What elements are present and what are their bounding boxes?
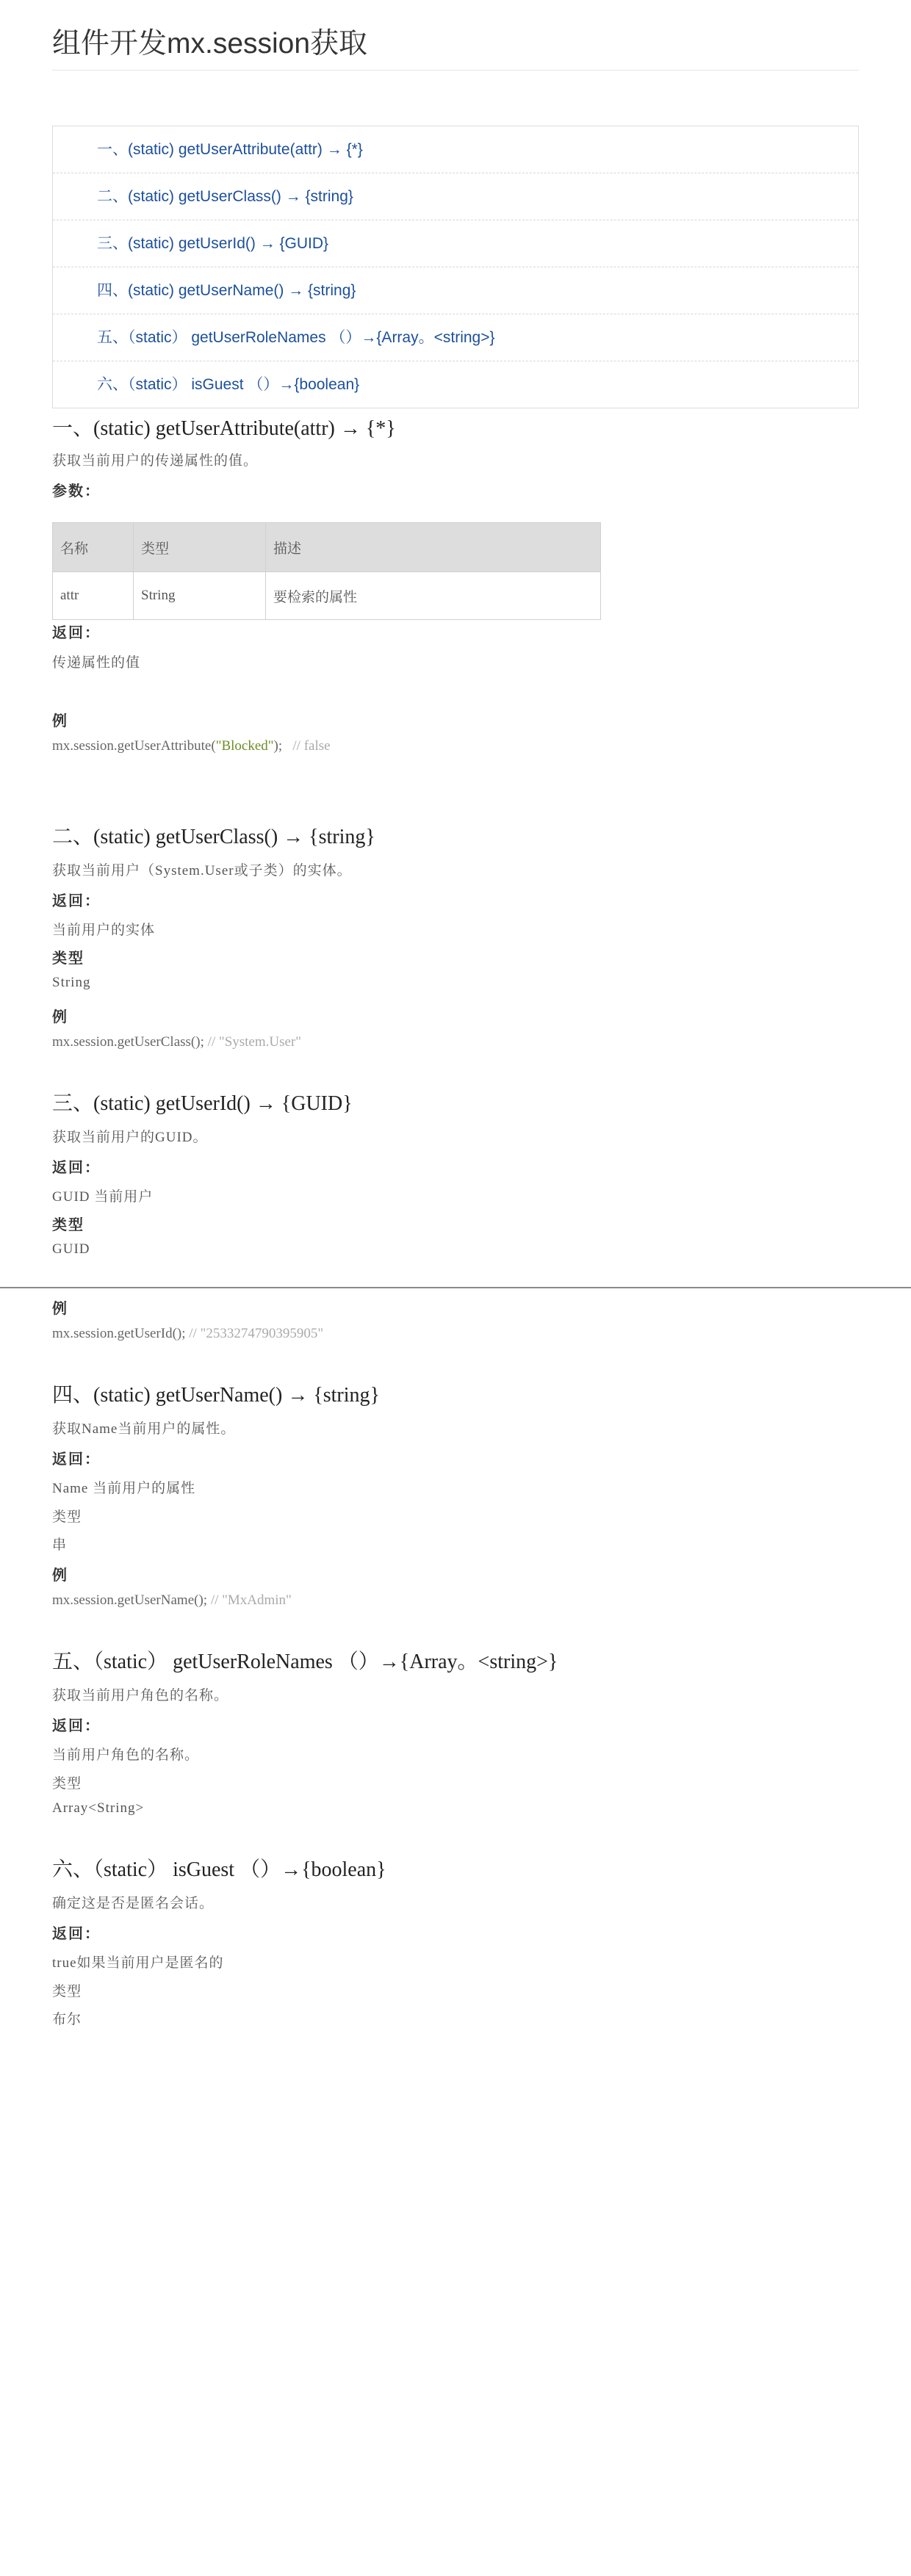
params-col-desc: 描述 xyxy=(266,523,601,572)
section-6-type-label: 类型 xyxy=(52,1984,82,1999)
section-3-returns: GUID 当前用户 xyxy=(52,1189,154,1205)
code-comment: // "MxAdmin" xyxy=(210,1592,292,1608)
code-call: mx.session.getUserClass(); xyxy=(52,1034,208,1050)
section-5-returns-label: 返回： xyxy=(52,1718,101,1734)
params-col-name: 名称 xyxy=(53,523,134,572)
section-5-returns: 当前用户角色的名称。 xyxy=(52,1747,200,1763)
section-1-returns-label: 返回： xyxy=(52,625,101,641)
section-2-type-label: 类型 xyxy=(52,950,84,967)
section-4-example-label: 例 xyxy=(52,1567,68,1584)
section-3-heading: 三、(static) getUserId() → {GUID} xyxy=(52,1092,353,1115)
section-6-type: 布尔 xyxy=(52,2012,82,2027)
param-type-cell: String xyxy=(134,572,266,620)
section-2-example-label: 例 xyxy=(52,1009,68,1025)
section-6-heading: 六、（static） isGuest （）→{boolean} xyxy=(52,1858,386,1881)
section-5-type: Array<String> xyxy=(52,1800,145,1816)
section-4-returns-label: 返回： xyxy=(52,1451,101,1468)
section-1-code xyxy=(52,738,331,754)
section-5-heading: 五、（static） getUserRoleNames （）→{Array。<string>} xyxy=(52,1650,558,1673)
section-4-code xyxy=(52,1592,292,1609)
code-comment: // "2533274790395905" xyxy=(189,1326,324,1341)
section-4-type-label: 类型 xyxy=(52,1509,82,1525)
section-1-heading: 一、(static) getUserAttribute(attr) → {*} xyxy=(52,417,396,440)
section-2-code xyxy=(52,1034,301,1050)
code-string: "Blocked" xyxy=(215,738,274,754)
table-of-contents xyxy=(52,126,859,408)
code-close: ); xyxy=(273,738,283,754)
param-name-cell: attr xyxy=(53,572,134,620)
param-desc-cell: 要检索的属性 xyxy=(266,572,601,620)
title-divider xyxy=(52,70,859,71)
params-col-type: 类型 xyxy=(134,523,266,572)
toc-link-1[interactable]: 一、(static) getUserAttribute(attr) → {*} xyxy=(97,141,363,158)
section-3-type-label: 类型 xyxy=(52,1217,84,1233)
toc-link-2[interactable]: 二、(static) getUserClass() → {string} xyxy=(53,173,858,220)
section-1-returns: 传递属性的值 xyxy=(52,655,141,671)
code-comment: // false xyxy=(292,738,331,754)
code-call: mx.session.getUserId(); xyxy=(52,1326,190,1341)
section-3-returns-label: 返回： xyxy=(52,1160,101,1176)
code-call: mx.session.getUserName(); xyxy=(52,1592,211,1608)
params-table-header-row xyxy=(53,523,601,572)
section-4-description: 获取Name当前用户的属性。 xyxy=(52,1421,236,1437)
section-6-returns-label: 返回： xyxy=(52,1926,101,1942)
section-1-example-label: 例 xyxy=(52,713,68,729)
code-call: mx.session.getUserAttribute( xyxy=(52,738,216,754)
section-3-description: 获取当前用户的GUID。 xyxy=(52,1130,208,1145)
section-2-description: 获取当前用户（System.User或子类）的实体。 xyxy=(52,863,352,878)
section-6-returns: true如果当前用户是匿名的 xyxy=(52,1955,224,1971)
section-2-returns-label: 返回： xyxy=(52,893,101,909)
params-table xyxy=(52,522,601,620)
section-3-example-label: 例 xyxy=(52,1301,68,1317)
section-5-description: 获取当前用户角色的名称。 xyxy=(52,1688,229,1703)
section-2-returns: 当前用户的实体 xyxy=(52,923,156,938)
page-title: 组件开发mx.session获取 xyxy=(52,28,368,59)
section-4-type: 串 xyxy=(52,1537,68,1553)
table-row xyxy=(53,572,601,620)
toc-link-4[interactable]: 四、(static) getUserName() → {string} xyxy=(53,267,858,314)
page-break-divider xyxy=(0,1287,911,1288)
section-2-type: String xyxy=(52,975,91,990)
section-5-type-label: 类型 xyxy=(52,1776,82,1792)
section-2-heading: 二、(static) getUserClass() → {string} xyxy=(52,826,375,848)
section-4-heading: 四、(static) getUserName() → {string} xyxy=(52,1384,380,1407)
section-3-type: GUID xyxy=(52,1241,90,1257)
section-1-description: 获取当前用户的传递属性的值。 xyxy=(52,453,259,469)
toc-link-3[interactable]: 三、(static) getUserId() → {GUID} xyxy=(53,220,858,267)
section-6-description: 确定这是否是匿名会话。 xyxy=(52,1896,215,1911)
code-comment: // "System.User" xyxy=(207,1034,302,1050)
section-4-returns: Name 当前用户的属性 xyxy=(52,1481,196,1496)
section-3-code xyxy=(52,1326,323,1342)
section-1-params-label: 参数： xyxy=(52,483,101,499)
toc-link-5[interactable]: 五、（static） getUserRoleNames （）→{Array。<string>} xyxy=(53,314,858,361)
toc-link-6[interactable]: 六、（static） isGuest （）→{boolean} xyxy=(53,361,858,408)
